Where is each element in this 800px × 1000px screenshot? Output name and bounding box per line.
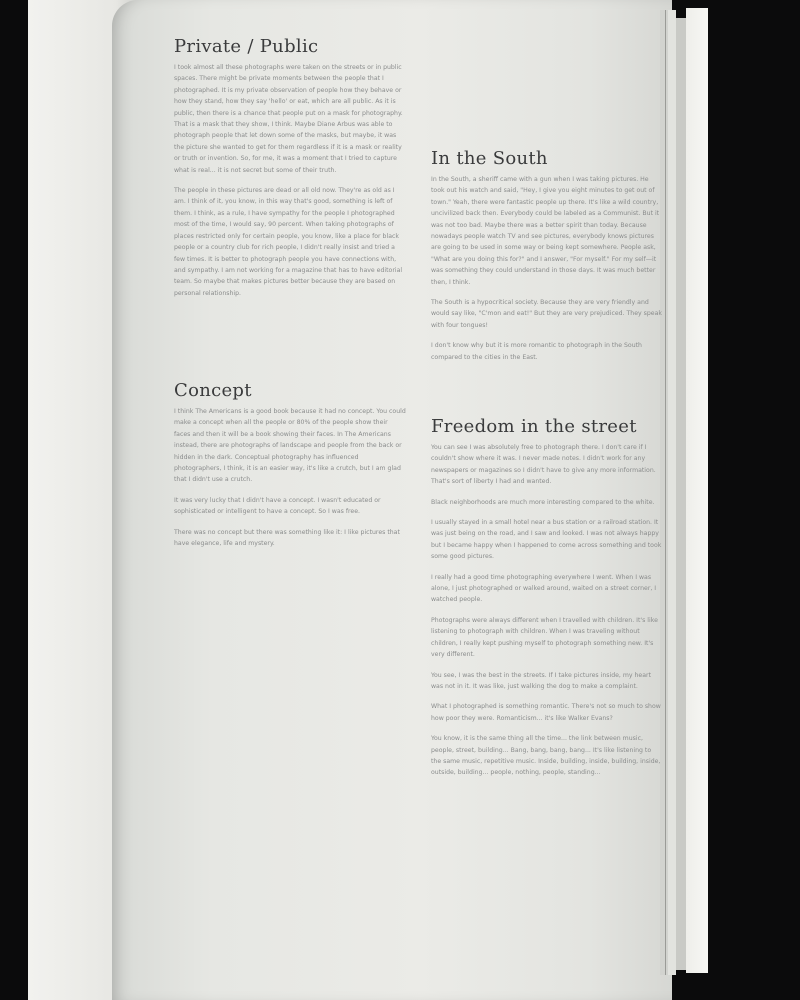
section-in-the-south <box>431 148 663 372</box>
page-stack-edge <box>668 10 676 975</box>
page-stack-edge <box>686 8 708 973</box>
paragraph: What I photographed is something romantic. There's not so much to show how poor they were. Romanticism... it's like Walker Evans? <box>431 703 661 722</box>
paragraph: It was very lucky that I didn't have a concept. I wasn't educated or sophisticated or intelligent to have a concept. So I was free. <box>174 496 381 516</box>
paragraph: You know, it is the same thing all the time... the link between music, people, street, building... Bang, bang, bang, bang... It's like listening to the same music, repetitive music. Inside, building, inside, building, inside, outside, building... people, nothing, people, standing... <box>431 735 661 777</box>
paragraph: I don't know why but it is more romantic to photograph in the South compared to the cities in the East. <box>431 342 642 361</box>
page-divider-line <box>665 10 666 975</box>
section-title: Freedom in the street <box>431 416 637 437</box>
paragraph: The people in these pictures are dead or all old now. They're as old as I am. I think of it, you know, in this way that's good, something is left of them. I think, as a rule, I have sympathy for the people I photographed most of the time, I would say, 90 percent. When taking photographs of places restricted only for certain people, you know, like a place for black people or a country club for rich people, I didn't really insist and tried a few times. It is better to photograph people you have connections with, and sympathy. I am not working for a magazine that has to have editorial team. So maybe that makes pictures better because they are based on personal relationship. <box>174 187 403 297</box>
section-title: Concept <box>174 380 252 401</box>
paragraph: I usually stayed in a small hotel near a bus station or a railroad station. It was just being on the road, and I saw and looked. I was not always happy but I became happy when I happened to come across something and took some good pictures. <box>431 519 662 561</box>
paragraph: There was no concept but there was something like it: I like pictures that have elegance, life and mystery. <box>174 528 400 548</box>
section-freedom-in-the-street <box>431 416 663 788</box>
paragraph: I took almost all these photographs were taken on the streets or in public spaces. There might be private moments between the people that I photographed. It is my private observation of people how they behave or how they stand, how they say 'hello' or eat, which are all public. As it is public, then there is a chance that people put on a mask for photography. That is a mask that they show, I think. Maybe Diane Arbus was able to photograph people that let down some of the masks, but maybe, it was the picture she wanted to get for them regardless if it is a mask or reality or truth or invention. So, for me, it was a moment that I tried to capture what is real... it is not secret but some of their truth. <box>174 64 403 174</box>
paragraph: In the South, a sheriff came with a gun when I was taking pictures. He took out his watch and said, "Hey, I give you eight minutes to get out of town." Yeah, there were fantastic people up there. It's like a wild country, uncivilized back then. Everybody could be labeled as a Communist. But it was not too bad. Maybe there was a better spirit than today. Because nowadays people watch TV and see pictures, everybody knows pictures are going to be used in some way or being kept somewhere. People ask, "What are you doing this for?" and I answer, "For myself." For my self—it was something they could understand in those days. It was much better then, I think. <box>431 176 660 286</box>
section-title: In the South <box>431 148 548 169</box>
paragraph: Black neighborhoods are much more interesting compared to the white. <box>431 498 655 506</box>
paragraph: You can see I was absolutely free to photograph there. I don't care if I couldn't show where it was. I never made notes. I didn't work for any newspapers or magazines so I didn't have to give any more information. That's sort of liberty I had and wanted. <box>431 444 656 486</box>
paragraph: Photographs were always different when I travelled with children. It's like listening to photograph with children. When I was traveling without children, I really kept pushing myself to photograph something new. It's very different. <box>431 616 658 659</box>
paragraph: The South is a hypocritical society. Because they are very friendly and would say like, "C'mon and eat!" But they are very prejudiced. They speak with four tongues! <box>431 299 662 329</box>
paragraph: I think The Americans is a good book because it had no concept. You could make a concept when all the people or 80% of the people show their faces and then it will be a book showing their faces. In The Americans instead, there are photographs of landscape and people from the back or hidden in the dark. Conceptual photography has influenced photographers, I think, it is an easier way, it's like a crutch, but I am glad that I didn't use a crutch. <box>174 408 406 484</box>
section-concept <box>174 380 406 558</box>
section-private-public <box>174 36 406 308</box>
page-stack-edge <box>676 18 686 970</box>
paragraph: I really had a good time photographing everywhere I went. When I was alone, I just photographed or walked around, waited on a street corner, I watched people. <box>431 573 657 604</box>
section-title: Private / Public <box>174 36 319 57</box>
paragraph: You see, I was the best in the streets. If I take pictures inside, my heart was not in it. It was like, just walking the dog to make a complaint. <box>431 671 652 690</box>
